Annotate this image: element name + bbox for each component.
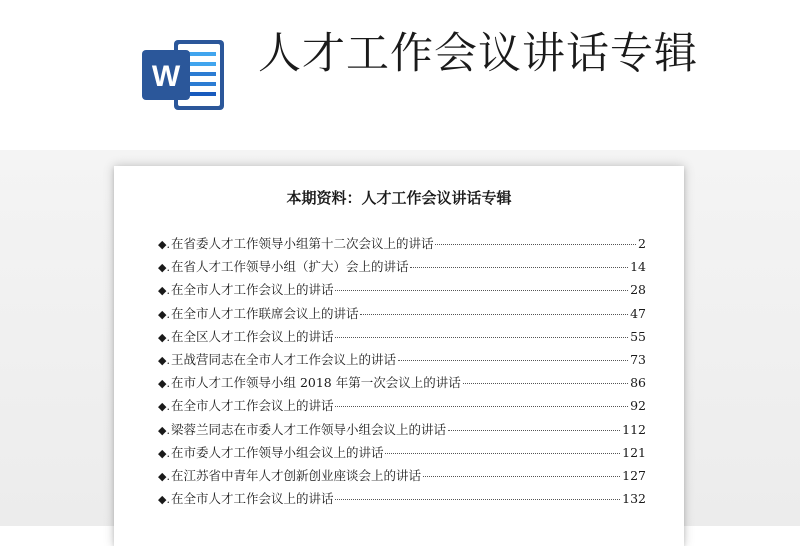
toc-leader-dots [435, 244, 636, 245]
toc-item-title: 在省委人才工作领导小组第十二次会议上的讲话 [170, 236, 434, 251]
toc-item-title: 在全市人才工作会议上的讲话 [170, 398, 334, 414]
toc-leader-dots [335, 337, 628, 338]
toc-item[interactable] [158, 420, 646, 443]
toc-item-title: 在市委人才工作领导小组会议上的讲话 [170, 444, 384, 460]
toc-item-page: 92 [630, 398, 646, 414]
toc-leader-dots [335, 499, 620, 500]
toc-leader-dots [410, 267, 628, 268]
toc-leader-dots [423, 476, 620, 477]
diamond-bullet-icon: ◆. [158, 493, 170, 507]
toc-item[interactable] [158, 234, 646, 257]
toc-item-title: 在江苏省中青年人才创新创业座谈会上的讲话 [170, 467, 421, 483]
toc-item-title: 在全市人才工作会议上的讲话 [170, 491, 334, 507]
toc-leader-dots [448, 430, 620, 431]
toc-item[interactable] [158, 350, 646, 373]
table-of-contents [158, 234, 646, 512]
toc-item-page: 14 [630, 259, 646, 275]
toc-item-page: 73 [630, 351, 646, 367]
toc-item[interactable] [158, 280, 646, 303]
diamond-bullet-icon: ◆. [158, 423, 170, 437]
diamond-bullet-icon: ◆. [158, 307, 170, 321]
diamond-bullet-icon: ◆. [158, 446, 170, 460]
toc-item-page: 47 [630, 305, 646, 321]
diamond-bullet-icon: ◆. [158, 400, 170, 414]
toc-item[interactable] [158, 373, 646, 396]
toc-item-page: 28 [630, 282, 646, 298]
toc-item-title: 在市人才工作领导小组 2018 年第一次会议上的讲话 [170, 375, 461, 391]
diamond-bullet-icon: ◆. [158, 284, 170, 298]
diamond-bullet-icon: ◆. [158, 353, 170, 367]
diamond-bullet-icon: ◆. [158, 377, 170, 391]
toc-item-page: 127 [622, 467, 646, 483]
toc-item-page: 121 [622, 444, 646, 460]
toc-item[interactable] [158, 443, 646, 466]
toc-leader-dots [360, 314, 628, 315]
toc-item-title: 在全市人才工作联席会议上的讲话 [170, 305, 359, 321]
toc-item-title: 在省人才工作领导小组（扩大）会上的讲话 [170, 259, 409, 275]
toc-item-page: 55 [630, 328, 646, 344]
toc-item[interactable] [158, 466, 646, 489]
toc-item-page: 2 [638, 236, 646, 251]
diamond-bullet-icon: ◆. [158, 238, 170, 251]
toc-leader-dots [335, 406, 628, 407]
toc-leader-dots [335, 290, 628, 291]
toc-leader-dots [463, 383, 628, 384]
toc-item-title: 梁蓉兰同志在市委人才工作领导小组会议上的讲话 [170, 421, 446, 437]
toc-item[interactable] [158, 257, 646, 280]
toc-item[interactable] [158, 489, 646, 512]
document-page [114, 166, 684, 546]
word-icon-letter: W [151, 60, 181, 93]
toc-item[interactable] [158, 304, 646, 327]
document-heading: 本期资料：人才工作会议讲话专辑 [286, 189, 512, 207]
diamond-bullet-icon: ◆. [158, 261, 170, 275]
toc-item-page: 86 [630, 375, 646, 391]
diamond-bullet-icon: ◆. [158, 330, 170, 344]
toc-leader-dots [385, 453, 620, 454]
header [0, 0, 800, 150]
toc-item-title: 在全区人才工作会议上的讲话 [170, 328, 334, 344]
toc-item[interactable] [158, 327, 646, 350]
toc-item-page: 112 [622, 421, 646, 437]
page-title: 人才工作会议讲话专辑 [258, 29, 698, 79]
toc-item-title: 王战营同志在全市人才工作会议上的讲话 [170, 351, 396, 367]
word-icon [140, 36, 228, 114]
toc-item[interactable] [158, 396, 646, 419]
diamond-bullet-icon: ◆. [158, 469, 170, 483]
toc-item-title: 在全市人才工作会议上的讲话 [170, 282, 334, 298]
toc-leader-dots [398, 360, 628, 361]
toc-item-page: 132 [622, 491, 646, 507]
